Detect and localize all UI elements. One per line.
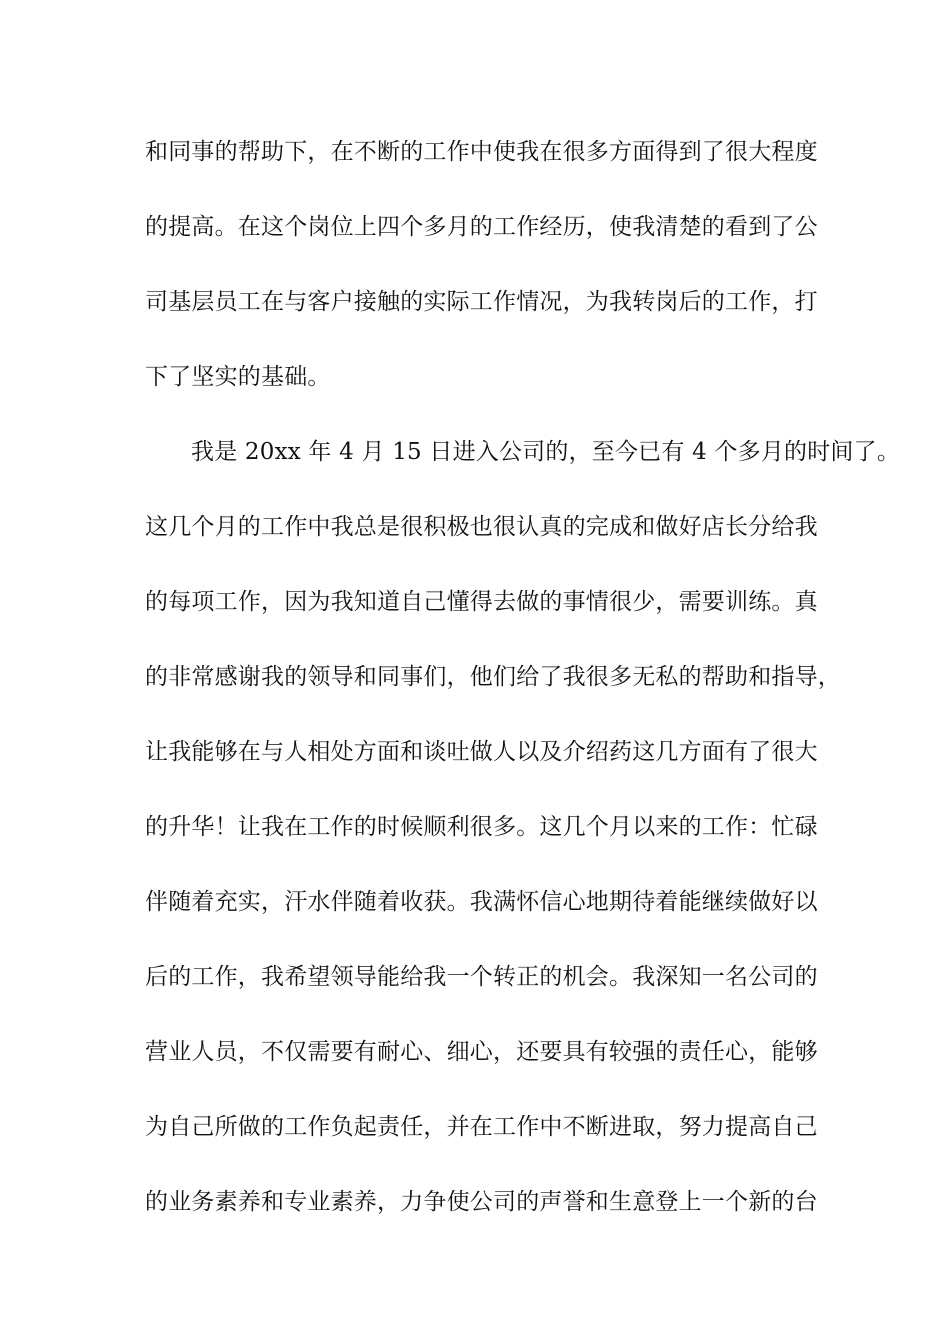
text-line: 和同事的帮助下，在不断的工作中使我在很多方面得到了很大程度 [145, 139, 818, 165]
text-line: 为自己所做的工作负起责任，并在工作中不断进取，努力提高自己 [145, 1114, 818, 1140]
document-body [145, 132, 901, 1257]
text-line: 伴随着充实，汗水伴随着收获。我满怀信心地期待着能继续做好以 [145, 889, 818, 915]
text-line: 的提高。在这个岗位上四个多月的工作经历，使我清楚的看到了公 [145, 214, 818, 240]
text-line: 让我能够在与人相处方面和谈吐做人以及介绍药这几方面有了很大 [145, 739, 818, 765]
text-line: 营业人员，不仅需要有耐心、细心，还要具有较强的责任心，能够 [145, 1039, 818, 1065]
text-line: 下了坚实的基础。 [145, 364, 331, 390]
text-line: 的非常感谢我的领导和同事们，他们给了我很多无私的帮助和指导， [145, 664, 841, 690]
text-line: 的每项工作，因为我知道自己懂得去做的事情很少，需要训练。真 [145, 589, 818, 615]
text-line: 司基层员工在与客户接触的实际工作情况，为我转岗后的工作，打 [145, 289, 818, 315]
text-line: 这几个月的工作中我总是很积极也很认真的完成和做好店长分给我 [145, 514, 818, 540]
paragraph-first-line: 我是 20xx 年 4 月 15 日进入公司的，至今已有 4 个多月的时间了。 [191, 439, 901, 465]
text-line: 的业务素养和专业素养，力争使公司的声誉和生意登上一个新的台 [145, 1189, 818, 1215]
text-line: 的升华！让我在工作的时候顺利很多。这几个月以来的工作：忙碌 [145, 814, 818, 840]
text-line: 后的工作，我希望领导能给我一个转正的机会。我深知一名公司的 [145, 964, 818, 990]
